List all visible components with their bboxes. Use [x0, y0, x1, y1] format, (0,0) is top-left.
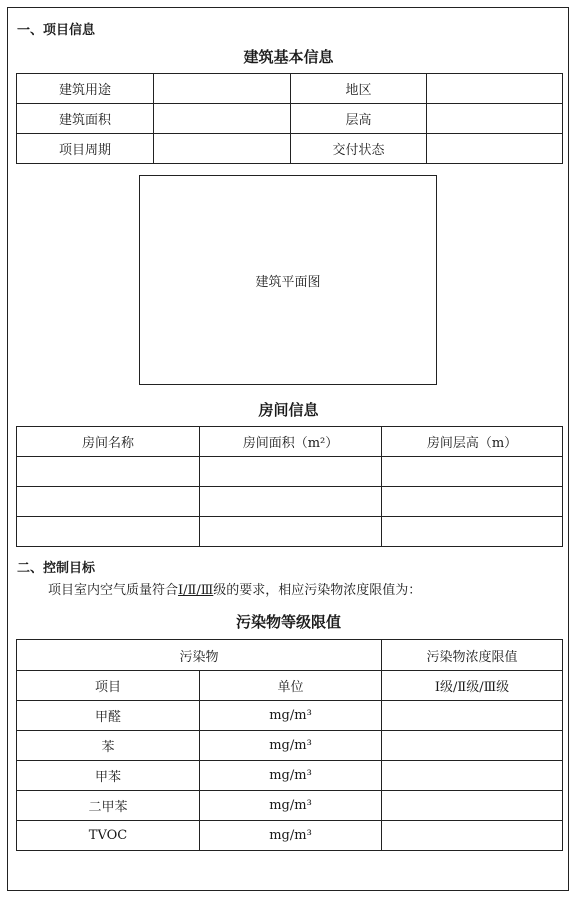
label-cell: 交付状态 — [291, 134, 427, 164]
table-row — [17, 731, 563, 761]
table-row — [17, 791, 563, 821]
table-row — [17, 134, 563, 164]
pollutant-table-title: 污染物等级限值 — [235, 613, 341, 631]
room-height-cell[interactable] — [382, 487, 563, 517]
pollutant-limit-cell[interactable] — [382, 761, 563, 791]
building-info-title: 建筑基本信息 — [243, 48, 334, 66]
room-name-cell[interactable] — [17, 487, 200, 517]
paragraph-text-before: 项目室内空气质量符合 — [48, 583, 179, 598]
table-row — [17, 487, 563, 517]
room-area-cell[interactable] — [200, 517, 382, 547]
table-header-row — [17, 640, 563, 671]
table-header-row — [17, 427, 563, 457]
column-header-item: 项目 — [17, 671, 200, 701]
room-name-cell[interactable] — [17, 457, 200, 487]
value-cell[interactable] — [154, 74, 291, 104]
room-info-table — [16, 426, 563, 547]
building-info-table — [16, 73, 563, 164]
pollutant-unit: mg/m³ — [200, 761, 382, 791]
pollutant-limit-table — [16, 639, 563, 851]
table-row — [17, 821, 563, 851]
table-row — [17, 761, 563, 791]
paragraph-text-after: 级的要求，相应污染物浓度限值为： — [213, 583, 422, 598]
floor-plan-label: 建筑平面图 — [255, 274, 321, 290]
table-row — [17, 104, 563, 134]
value-cell[interactable] — [427, 104, 563, 134]
grade-text: Ⅰ/Ⅱ/Ⅲ — [178, 583, 214, 598]
table-row — [17, 517, 563, 547]
room-height-cell[interactable] — [382, 517, 563, 547]
label-cell: 建筑面积 — [17, 104, 154, 134]
pollutant-limit-cell[interactable] — [382, 821, 563, 851]
pollutant-name: 二甲苯 — [17, 791, 200, 821]
section-heading-project-info: 一、项目信息 — [17, 23, 96, 38]
pollutant-unit: mg/m³ — [200, 821, 382, 851]
table-header-row — [17, 671, 563, 701]
room-area-cell[interactable] — [200, 457, 382, 487]
value-cell[interactable] — [154, 134, 291, 164]
section-heading-control-target: 二、控制目标 — [17, 561, 96, 576]
pollutant-name: 苯 — [17, 731, 200, 761]
pollutant-unit: mg/m³ — [200, 791, 382, 821]
label-cell: 建筑用途 — [17, 74, 154, 104]
label-cell: 地区 — [291, 74, 427, 104]
pollutant-name: TVOC — [17, 821, 200, 851]
floor-plan-box — [139, 175, 437, 385]
table-row — [17, 457, 563, 487]
table-row — [17, 74, 563, 104]
pollutant-limit-cell[interactable] — [382, 791, 563, 821]
column-header-grade: Ⅰ级/Ⅱ级/Ⅲ级 — [382, 671, 563, 701]
table-row — [17, 701, 563, 731]
value-cell[interactable] — [154, 104, 291, 134]
column-header: 房间层高（m） — [382, 427, 563, 457]
pollutant-name: 甲醛 — [17, 701, 200, 731]
pollutant-unit: mg/m³ — [200, 731, 382, 761]
room-info-title: 房间信息 — [258, 401, 319, 419]
pollutant-group-header: 污染物 — [17, 640, 382, 671]
value-cell[interactable] — [427, 134, 563, 164]
room-name-cell[interactable] — [17, 517, 200, 547]
column-header: 房间名称 — [17, 427, 200, 457]
room-height-cell[interactable] — [382, 457, 563, 487]
pollutant-unit: mg/m³ — [200, 701, 382, 731]
pollutant-limit-cell[interactable] — [382, 701, 563, 731]
value-cell[interactable] — [427, 74, 563, 104]
pollutant-limit-cell[interactable] — [382, 731, 563, 761]
label-cell: 层高 — [291, 104, 427, 134]
column-header: 房间面积（m²） — [200, 427, 382, 457]
label-cell: 项目周期 — [17, 134, 154, 164]
pollutant-name: 甲苯 — [17, 761, 200, 791]
requirement-paragraph — [48, 579, 421, 598]
column-header-unit: 单位 — [200, 671, 382, 701]
limit-group-header: 污染物浓度限值 — [382, 640, 563, 671]
room-area-cell[interactable] — [200, 487, 382, 517]
